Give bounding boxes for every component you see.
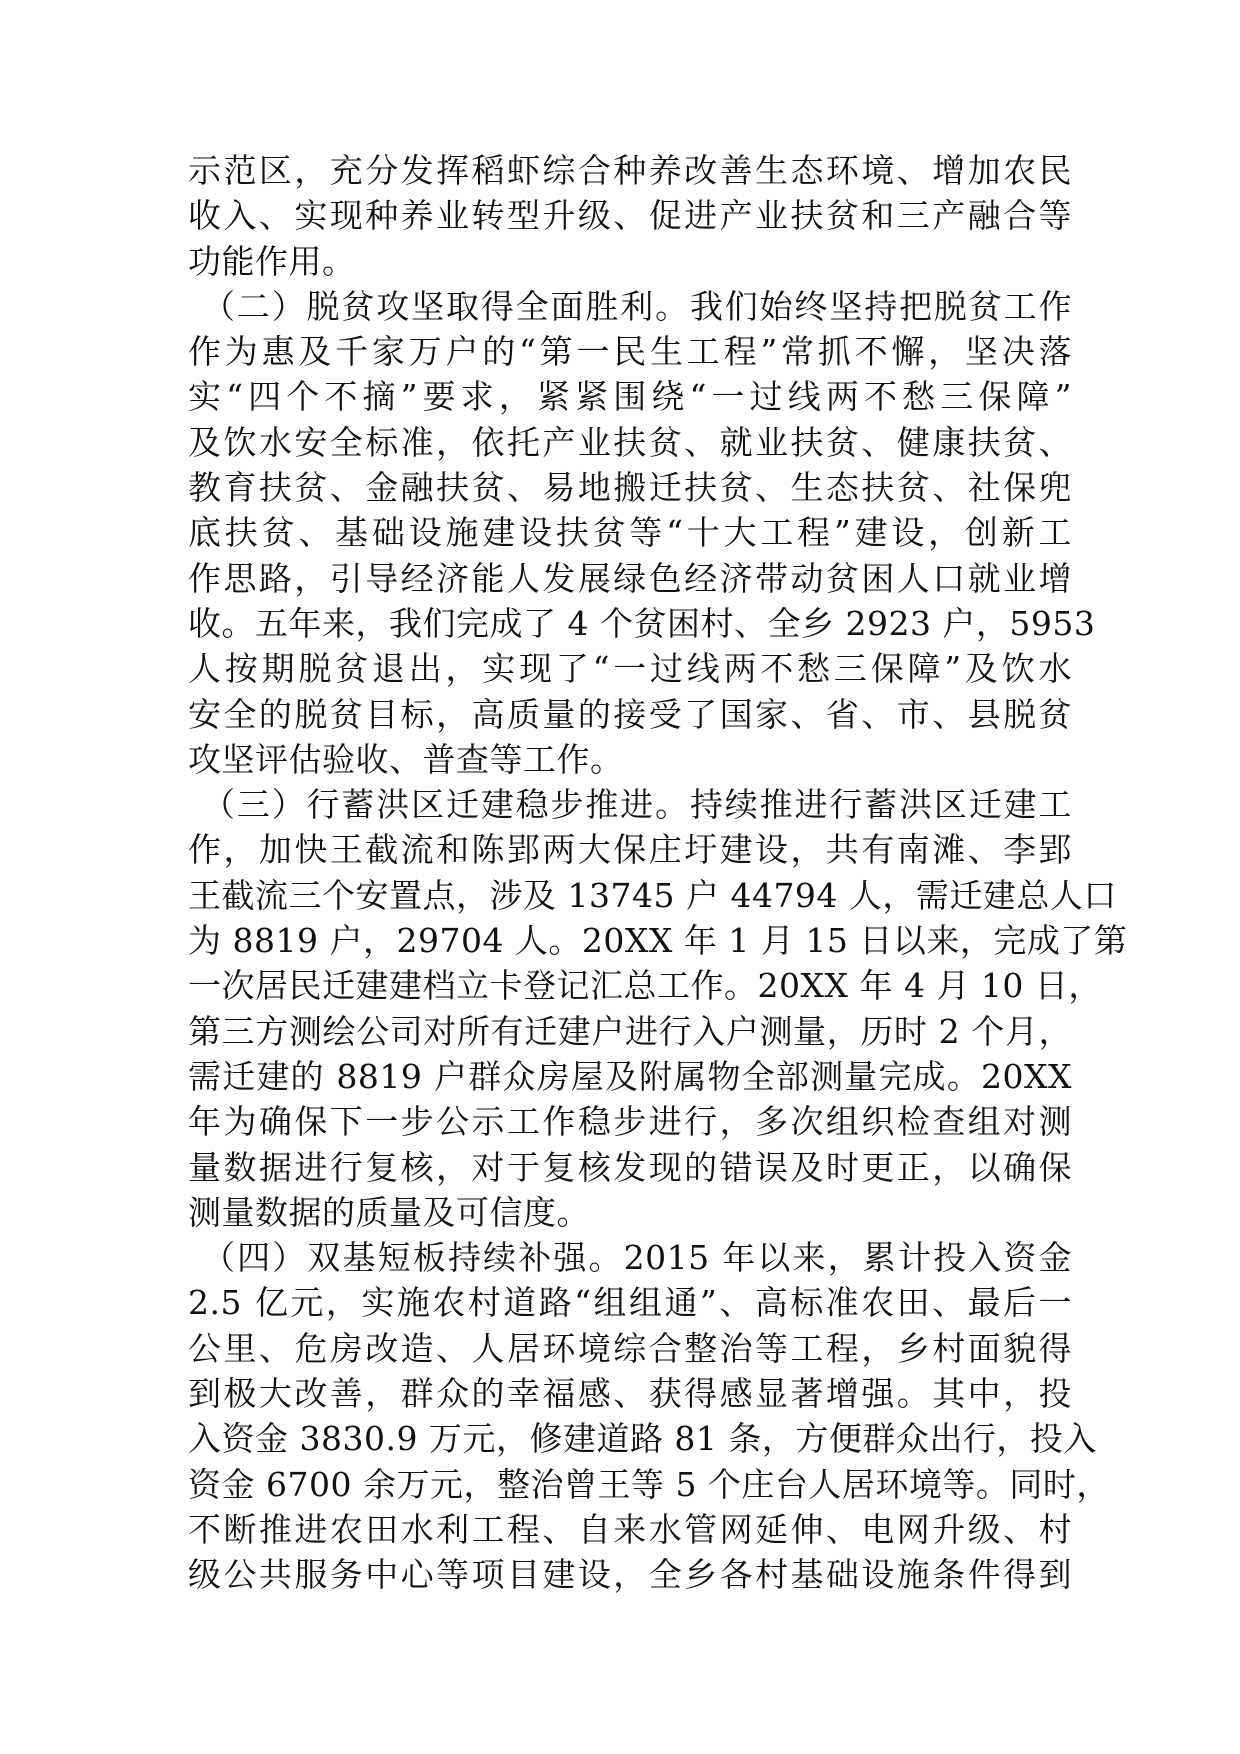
text-line: 示范区，充分发挥稻虾综合种养改善生态环境、增加农民 (188, 151, 1072, 190)
text-line: 功能作用。 (188, 241, 356, 281)
text-line: 收。五年来，我们完成了 4 个贫困村、全乡 2923 户，5953 (188, 603, 1096, 643)
text-line: 人按期脱贫退出，实现了“一过线两不愁三保障”及饮水 (188, 649, 1072, 689)
text-line: 实“四个不摘”要求，紧紧围绕“一过线两不愁三保障” (188, 377, 1072, 417)
text-line: 到极大改善，群众的幸福感、获得感显著增强。其中，投 (188, 1374, 1072, 1414)
text-line: 收入、实现种养业转型升级、促进产业扶贫和三产融合等 (188, 196, 1072, 236)
section-heading-line: （三）行蓄洪区迁建稳步推进。持续推进行蓄洪区迁建工 (202, 785, 1072, 825)
text-line: 资金 6700 余万元，整治曾王等 5 个庄台人居环境等。同时， (188, 1464, 1110, 1504)
text-line: 作，加快王截流和陈郢两大保庄圩建设，共有南滩、李郢 (188, 830, 1072, 870)
text-line: 作为惠及千家万户的“第一民生工程”常抓不懈，坚决落 (188, 332, 1072, 372)
text-line: 为 8819 户，29704 人。20XX 年 1 月 15 日以来，完成了第 (188, 921, 1128, 961)
text-line: 第三方测绘公司对所有迁建户进行入户测量，历时 2 个月， (188, 1011, 1072, 1051)
text-line: 2.5 亿元，实施农村道路“组组通”、高标准农田、最后一 (188, 1283, 1072, 1323)
text-line: 测量数据的质量及可信度。 (188, 1192, 590, 1232)
text-line: 量数据进行复核，对于复核发现的错误及时更正，以确保 (188, 1147, 1072, 1187)
text-line: 公里、危房改造、人居环境综合整治等工程，乡村面貌得 (188, 1328, 1072, 1368)
text-line: 需迁建的 8819 户群众房屋及附属物全部测量完成。20XX (188, 1056, 1072, 1096)
text-line: 一次居民迁建建档立卡登记汇总工作。20XX 年 4 月 10 日， (188, 966, 1102, 1006)
text-line: 作思路，引导经济能人发展绿色经济带动贫困人口就业增 (188, 558, 1072, 598)
text-line: 级公共服务中心等项目建设，全乡各村基础设施条件得到 (188, 1555, 1072, 1595)
text-line: 及饮水安全标准，依托产业扶贫、就业扶贫、健康扶贫、 (188, 422, 1072, 462)
document-body (188, 148, 1128, 1598)
text-line: 底扶贫、基础设施建设扶贫等“十大工程”建设，创新工 (188, 513, 1072, 553)
text-line: 安全的脱贫目标，高质量的接受了国家、省、市、县脱贫 (188, 694, 1072, 734)
text-line: 不断推进农田水利工程、自来水管网延伸、电网升级、村 (188, 1509, 1072, 1549)
text-line: 年为确保下一步公示工作稳步进行，多次组织检查组对测 (188, 1102, 1072, 1142)
text-line: 攻坚评估验收、普查等工作。 (188, 739, 624, 779)
text-line: 入资金 3830.9 万元，修建道路 81 条，方便群众出行，投入 (188, 1419, 1097, 1459)
section-heading-line: （四）双基短板持续补强。2015 年以来，累计投入资金 (202, 1238, 1072, 1278)
text-line: 教育扶贫、金融扶贫、易地搬迁扶贫、生态扶贫、社保兜 (188, 468, 1072, 508)
section-heading-line: （二）脱贫攻坚取得全面胜利。我们始终坚持把脱贫工作 (202, 286, 1072, 326)
text-line: 王截流三个安置点，涉及 13745 户 44794 人，需迁建总人口 (188, 875, 1117, 915)
